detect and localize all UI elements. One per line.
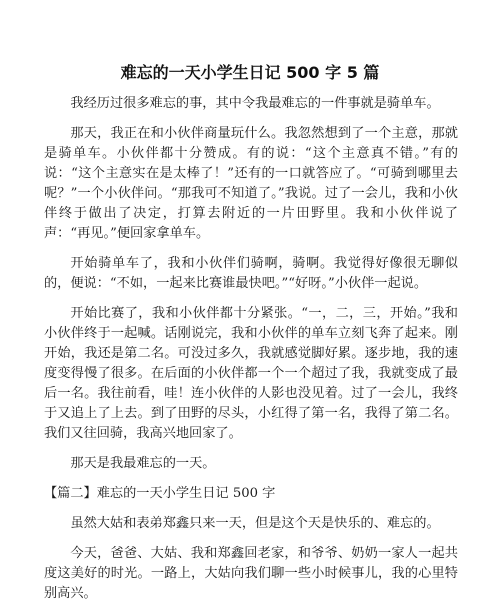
- paragraph: 我经历过很多难忘的事，其中令我最难忘的一件事就是骑单车。: [70, 96, 440, 111]
- paragraph: 那天是我最难忘的一天。: [70, 456, 216, 471]
- article-body: [44, 94, 458, 614]
- paragraph: 开始骑单车了，我和小伙伴们骑啊，骑啊。我觉得好像很无聊似的，便说：“不如，一起来比赛谁最快吧。”“好呀。”小伙伴一起说。: [44, 256, 458, 291]
- paragraph: 开始比赛了，我和小伙伴都十分紧张。“一，二，三，开始。”我和小伙伴终于一起喊。话刚说完，我和小伙伴的单车立刻飞奔了起来。刚开始，我还是第二名。可没过多久，我就感觉脚好累。逐步地，我的速度变得慢了很多。在后面的小伙伴都一个一个超过了我，我就变成了最后一名。我往前看，哇！连小伙伴的人影也没见着。过了一会儿，我终于又追上了上去。到了田野的尽头，小红得了第一名，我得了第二名。我们又往回骑，我高兴地回家了。: [44, 306, 458, 441]
- paragraph: 今天，爸爸、大姑、我和郑鑫回老家，和爷爷、奶奶一家人一起共度这美好的时光。一路上，大姑向我们聊一些小时候事儿，我的心里特别高兴。: [44, 546, 458, 601]
- paragraph: 虽然大姑和表弟郑鑫只来一天，但是这个天是快乐的、难忘的。: [70, 516, 440, 531]
- section-heading: 【篇二】难忘的一天小学生日记 500 字: [44, 486, 276, 501]
- page-title: 难忘的一天小学生日记 500 字 5 篇: [120, 63, 380, 82]
- paragraph: 那天，我正在和小伙伴商量玩什么。我忽然想到了一个主意，那就是骑单车。小伙伴都十分赞成。有的说：“这个主意真不错。”有的说：“这个主意实在是太棒了！”还有的一口就答应了。“可骑到哪里去呢？”一个小伙伴问。“那我可不知道了。”我说。过了一会儿，我和小伙伴终于做出了决定，打算去附近的一片田野里。我和小伙伴说了声：“再见。”便回家拿单车。: [44, 126, 458, 241]
